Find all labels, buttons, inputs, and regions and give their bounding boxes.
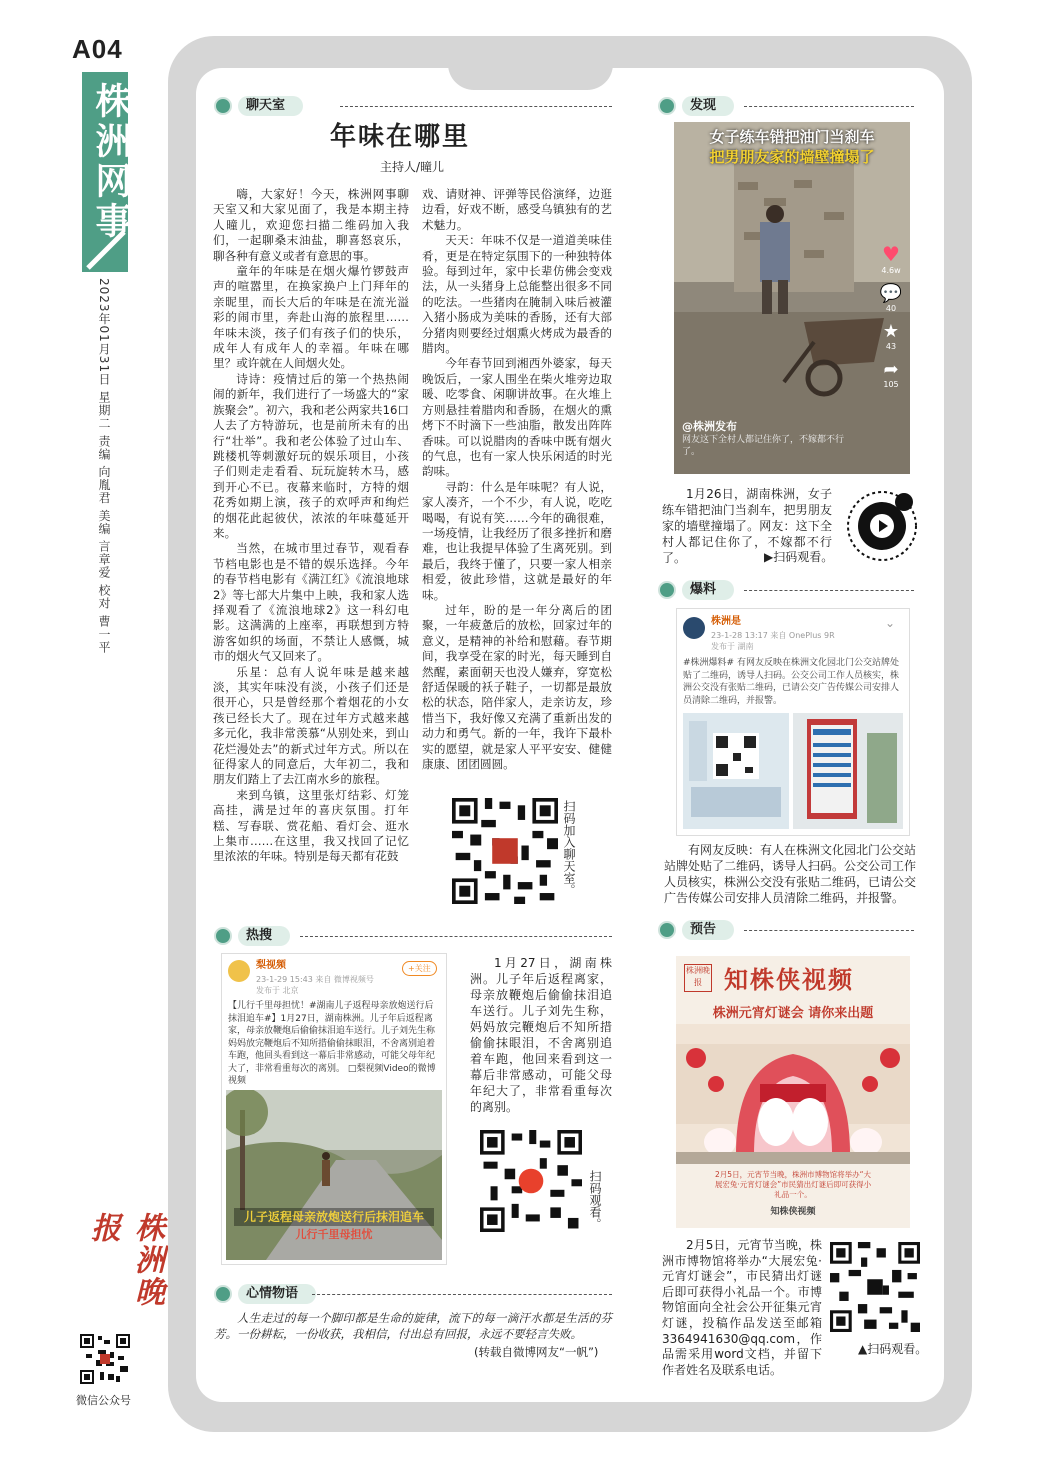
mood-source: (转载自微博网友“一帆”) [474,1345,599,1359]
post-text: 【儿行千里母担忧！#湖南儿子返程母亲放炮送行后抹泪追车#】1月27日，湖南株洲。儿子年后返程离家，母亲放鞭炮后偷偷抹泪追车送行。儿子刘先生称妈妈放完鞭炮后不知所措偷偷抹眼泪，不舍离别追着车跑，他回头看到这一幕后非常感动，可能父母年纪大了，非常看重每次的离别。 □梨视频Video的微博视频 [228,1001,436,1086]
post-username: 株洲是 [711,616,741,627]
divider [312,1294,612,1295]
section-dot-icon [214,1285,232,1303]
preview-caption: 2月5日，元宵节当晚，株洲市博物馆将举办“大展宏兔·元宵灯谜会”，市民猜出灯谜后即可获得小礼品一个。市博物馆面向全社会公开征集元宵灯谜，投稿作品发送至邮箱3364941630@qq.com，作品需采用word文档，并留下作者姓名及联系电话。 [662,1238,822,1377]
qr-pattern [830,1242,920,1332]
paragraph: 来到乌镇，这里张灯结彩、灯笼高挂，满是过年的喜庆氛围。打年糕、写春联、赏花船、看灯会、逛水上集市……在这里，我又找回了记忆里浓浓的年味。特别是每天都有花鼓 [213,787,409,864]
qr-pattern [480,1130,582,1232]
comment-icon[interactable]: 💬 [879,283,903,304]
section-label-hot: 热搜 [214,926,290,946]
comment-count: 40 [885,304,897,313]
section-dot-icon [658,581,676,599]
article-host: 主持人/曈儿 [380,160,445,174]
chat-qr-code[interactable] [452,798,558,904]
video-banner-sub: 儿行千里母担忧 [295,1228,373,1241]
post-username: 梨视频 [256,960,286,971]
post-location: 发布于 湖南 [711,642,754,651]
paragraph: 过年，盼的是一年分离后的团聚，一年疲惫后的放松，回家过年的意义，是精神的补给和慰藉。春节期间，我享受在家的时光，每天睡到自然醒，素面朝天也没人嫌弃，穿宽松舒适保暖的袄子鞋子，一切都是最放松的状态，陪伴家人，走亲访友，珍惜当下，我好像又充满了重新出发的动力和勇气。新的一年，我许下最朴实的愿望，就是家人平平安安、健健康康、团团圆圆。 [422,602,612,772]
section-label-chat: 聊天室 [214,96,303,116]
like-icon[interactable]: ♥ [882,242,900,266]
band-slash-decor [84,228,128,272]
star-icon[interactable]: ★ [882,321,900,342]
paragraph: 童年的年味是在烟火爆竹锣鼓声声的喧嚣里，在换家换户上门拜年的亲昵里，而长大后的年味是在流光溢彩的闹市里，奔赴山海的旅程里……年味未淡，孩子们有孩子们的快乐，成年人有成年人的幸福。年味在哪里？或许就在人间烟火处。 [213,264,409,371]
divider [300,936,612,937]
section-label-preview: 预告 [658,920,734,940]
douyin-code-icon [846,490,918,562]
wechat-caption: 微信公众号 [76,1394,131,1407]
star-count: 43 [885,342,897,351]
video-still[interactable] [226,1090,442,1260]
video-headline-1: 女子练车错把油门当刹车 [709,128,875,146]
poster-tag: 株洲晚报 [684,964,712,992]
qr-sticker-image [683,713,789,829]
divider [340,106,612,107]
paragraph: 戏、请财神、评弹等民俗演绎，边逛边看，好戏不断，感受乌镇独有的艺术魅力。 [422,187,612,232]
chevron-down-icon[interactable]: ⌄ [885,616,896,630]
wechat-qr-code[interactable] [80,1334,130,1384]
section-dot-icon [658,97,676,115]
douyin-code[interactable] [846,490,918,562]
section-label-tipoff: 爆料 [658,580,734,600]
video-headline-2: 把男朋友家的墙壁撞塌了 [709,148,875,166]
video-subtitle: 网友这下全村人都记住你了，不嫁都不行了。 [682,435,845,457]
post-image-bus-stop[interactable] [793,713,903,829]
post-image-qr-sticker[interactable] [683,713,789,829]
mood-text: 人生走过的每一个脚印都是生命的旋律，流下的每一滴汗水都是生活的芬芳。一份耕耘，一份收获，我相信，付出总有回报，永远不要轻言失败。 [214,1311,612,1341]
tablet-notch [448,38,613,90]
paragraph: 寻韵：什么是年味呢？有人说，家人凑齐，一个不少，有人说，吃吃喝喝，有说有笑……今年的确很难，一场疫情，让我经历了很多挫折和磨难，也让我提早体验了生离死别。到最后，我终于懂了，只要一家人相亲相爱，彼此珍惜，这就是最好的年味。 [422,479,612,602]
post-time: 23-1-28 13:17 来自 OnePlus 9R [711,631,835,640]
avatar [228,960,250,982]
share-count: 105 [883,380,899,389]
follow-button[interactable]: +关注 [402,961,437,976]
paragraph: 嗨，大家好！今天，株洲网事聊天室又和大家见面了，我是本期主持人曈儿，欢迎您扫描二维码加入我们，一起聊桑末油盐，聊喜怒哀乐，聊各种有意义或者有意思的事。 [213,187,409,263]
divider [744,930,914,931]
section-label-mood: 心情物语 [214,1284,316,1304]
post-text: #株洲爆料# 有网友反映在株洲文化园北门公交站牌处贴了二维码，诱导人扫码。公交公司工作人员核实，株洲公交没有张贴二维码，已请公交广告传媒公司安排人员清除二维码，并报警。 [683,658,900,706]
paragraph: 今年春节回到湘西外婆家，每天晚饭后，一家人围坐在柴火堆旁边取暖、吃零食、闲聊讲故事。在火堆上方则悬挂着腊肉和香肠，在烟火的熏烤下不时滴下一些油脂，散发出阵阵香味。可以说腊肉的香味中既有烟火的气息，也有一家人快乐闲适的时光韵味。 [422,356,612,479]
hot-qr-caption: 扫码观看。 [588,1170,602,1230]
video-screenshot[interactable] [674,122,910,474]
paragraph: 天天：年味不仅是一道道美味佳肴，更是在特定氛围下的一种独特体验。每到过年，家中长辈仿佛会变戏法，从一头猪身上总能整出很多不同的吃法。一些猪肉在腌制入味后被灌入猪小肠成为美味的香肠，还有大部分猪肉则要经过烟熏火烤成为最香的腊肉。 [422,233,612,356]
poster-title: 株洲元宵灯谜会 请你来出题 [712,1006,874,1021]
article-column-1 [213,187,409,865]
paragraph: 乐星：总有人说年味是越来越淡，其实年味没有淡，小孩子们还是很开心，只是曾经那个着烟花的小女孩已经长大了。现在过年方式越来越多元化，我非常羡慕“从别处来，到山花烂漫处去”的新式过年方式。所以在征得家人的同意后，大年初二，我和朋友们踏上了去江南水乡的旅程。 [213,664,409,787]
poster-note: 2月5日，元宵节当晚，株洲市博物馆将举办“大展宏兔·元宵灯谜会”市民猜出灯谜后即可获得小礼品一个。 [714,1170,872,1199]
event-poster[interactable] [676,956,910,1228]
weibo-post-card [676,608,910,836]
section-dot-icon [214,927,232,945]
hot-qr-code[interactable] [480,1130,582,1232]
rabbit-lantern-display [676,1024,910,1164]
post-location: 发布于 北京 [256,986,299,995]
preview-scan-hint: ▲扫码观看。 [858,1342,928,1356]
tipoff-caption: 有网友反映：有人在株洲文化园北门公交站站牌处贴了二维码，诱导人扫码。公交公司工作人员核实，株洲公交没有张贴二维码，已请公交广告传媒公司安排人员清除二维码，并报警。 [664,843,917,905]
paper-logo: 株洲晚报 [85,1212,164,1308]
preview-qr-code[interactable] [830,1242,920,1332]
paragraph: 诗诗：疫情过后的第一个热热闹闹的新年，我们进行了一场盛大的“家族聚会”。初六，我和老公两家共16口人去了方特游玩，也是前所未有的出行“壮举”。我和老公体验了过山车、跳楼机等刺激好玩的娱乐项目，小孩子们则走走看看、玩玩旋转木马，感到开心不已。夜幕来临时，方特的烟花秀如期上演，孩子的欢呼声和绚烂的烟花此起彼伏，浓浓的年味蔓延开来。 [213,371,409,540]
weibo-post-card [221,953,447,1265]
post-time: 23-1-29 15:43 来自 微博视频号 [256,975,374,984]
date-line: 2023年01月31日 星期二 责编 向胤君 美编 言章爱 校对 曹一平 [97,278,111,654]
side-actions [878,242,904,389]
section-dot-icon [658,921,676,939]
discover-caption: 1月26日，湖南株洲，女子练车错把油门当刹车，把男朋友家的墙壁撞塌了。网友：这下全村人都记住你了，不嫁都不行了。 [662,487,832,565]
hot-caption: 1月27日，湖南株洲。儿子年后返程离家，母亲放鞭炮后偷偷抹泪追车送行。儿子刘先生称，妈妈放完鞭炮后不知所措偷偷抹眼泪，不舍离别追着车跑，他回来看到这一幕后非常感动，可能父母年纪大了，非常看重每次的离别。 [470,956,612,1114]
video-banner: 儿子返程母亲放炮送行后抹泪追车 [234,1208,434,1226]
discover-scan-hint: ▶扫码观看。 [764,550,834,564]
section-name: 株洲网事 [90,82,132,242]
article-title: 年味在哪里 [330,122,471,152]
paragraph: 当然，在城市里过春节，观看春节档电影也是不错的娱乐选择。今年的春节档电影有《满江红》《流浪地球2》等七部大片集中上映，我和家人选择观看了《流浪地球2》这一科幻电影。这满满的上座率，再联想到方特游客如织的场面，不禁让人感慨，城市的烟火气又回来了。 [213,541,409,664]
chat-qr-caption: 扫码加入聊天室。 [562,800,576,896]
bus-stop-image [793,713,903,829]
page-number: A04 [72,34,123,64]
share-icon[interactable]: ➦ [883,359,899,380]
section-dot-icon [214,97,232,115]
divider [744,590,914,591]
poster-brand: 知株侠视频 [724,965,854,994]
video-watermark: @株洲发布 [682,420,737,433]
like-count: 4.6w [881,266,901,275]
divider [744,106,914,107]
avatar [683,617,705,639]
qr-pattern [80,1334,130,1384]
poster-footer: 知株侠视频 [770,1207,816,1217]
article-column-2 [422,187,612,772]
qr-pattern [452,798,558,904]
section-label-discover: 发现 [658,96,734,116]
